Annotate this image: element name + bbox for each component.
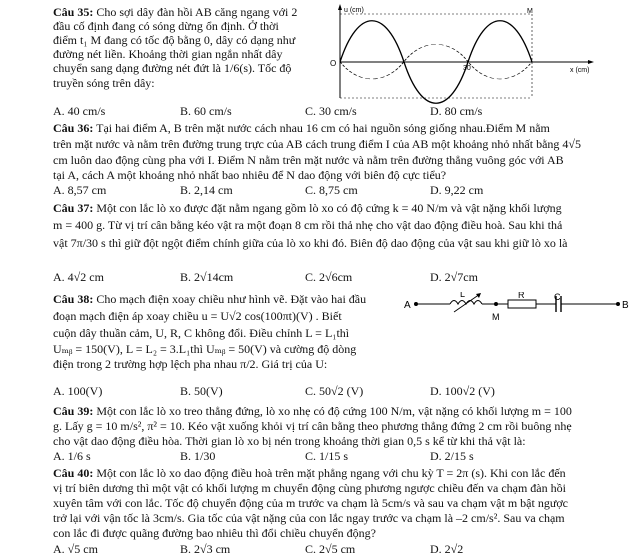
q40-option-b[interactable]: B. 2√3 cm xyxy=(180,542,231,556)
q39-line-2: g. Lấy g = 10 m/s², π² = 10. Kéo vật xuống khỏi vị trí cân bằng theo phương thẳng đứng 2 cm rồi buông nhẹ xyxy=(53,419,572,433)
solid-wave-clip xyxy=(340,21,404,62)
q39-line-3: cho vật dao động điều hòa. Thời gian lò xo bị nén trong khoảng thời gian 0,5 s kể từ khi thả vật là: xyxy=(53,434,526,448)
graph-ylabel: u (cm) xyxy=(344,7,364,14)
q38-line-4: Uₘᵦ = 150(V), L = L₂ = 3.L₁thì Uₘᵦ = 50(V) và cường độ dòng xyxy=(53,342,357,356)
circuit-label-c: C xyxy=(554,292,561,302)
q39-option-c[interactable]: C. 1/15 s xyxy=(305,449,349,463)
q35-option-b[interactable]: B. 60 cm/s xyxy=(180,104,232,118)
graph-origin: O xyxy=(330,59,337,68)
circuit-label-b: B xyxy=(622,300,629,311)
q37-option-c[interactable]: C. 2√6cm xyxy=(305,270,353,284)
q35-text-1: Cho sợi dây đàn hồi AB căng ngang với 2 xyxy=(96,5,298,19)
q35-line-2: đầu cố định đang có sóng dừng ổn định. Ở thời xyxy=(53,19,279,33)
q39-line-1 xyxy=(53,404,572,418)
q38-line-2: đoạn mạch điện áp xoay chiều u = U√2 cos(100πt)(V) . Biết xyxy=(53,309,342,323)
graph-xlabel: x (cm) xyxy=(570,67,590,74)
q38-line-1 xyxy=(53,292,366,306)
q39-option-a[interactable]: A. 1/6 s xyxy=(53,449,91,463)
q36-option-d[interactable]: D. 9,22 cm xyxy=(430,183,484,197)
q36-line-1 xyxy=(53,121,550,135)
graph-point-m: M xyxy=(527,8,533,15)
q37-option-d[interactable]: D. 2√7cm xyxy=(430,270,478,284)
q36-option-b[interactable]: B. 2,14 cm xyxy=(180,183,233,197)
circuit-diagram xyxy=(404,292,636,326)
q40-line-2: vị trí biên dương thì một vật có khối lượng m chuyển động cùng phương ngược chiều đến va chạm đàn hồi xyxy=(53,481,566,495)
q37-text-1: Một con lắc lò xo được đặt nằm ngang gồm lò xo có độ cứng k = 40 N/m và vật nặng khối lượng xyxy=(96,201,562,215)
q37-line-3: vật 7π/30 s thì giữ đột ngột điểm chính giữa của lò xo khi đó. Biên độ dao động của vật sau khi giữ lò xo là xyxy=(53,236,568,250)
q36-option-a[interactable]: A. 8,57 cm xyxy=(53,183,107,197)
circuit-label-m: M xyxy=(492,312,500,322)
q37-option-a[interactable]: A. 4√2 cm xyxy=(53,270,104,284)
q38-text-1: Cho mạch điện xoay chiều như hình vẽ. Đặt vào hai đầu xyxy=(96,292,367,306)
circuit-label-l: L xyxy=(460,292,466,299)
q37-line-1 xyxy=(53,201,562,215)
q36-line-3: cm luôn dao động cùng pha với I. Điểm N nằm trên mặt nước và nằm trên đường thẳng vuông góc với AB xyxy=(53,153,564,167)
circuit-label-r: R xyxy=(518,292,525,300)
q40-line-4: trở lại với vận tốc là 3cm/s. Gia tốc của vật nặng của con lắc ngay trước va chạm là –2 cm/s². Sau va chạm xyxy=(53,511,565,525)
q39-text-1: Một con lắc lò xo treo thẳng đứng, lò xo nhẹ có độ cứng 100 N/m, vật nặng có khối lượng m = 100 xyxy=(96,404,572,418)
q36-line-2: trên mặt nước và nằm trên đường trung trực của AB cách trung điểm I của AB một khoảng nhỏ nhất bằng 4√5 xyxy=(53,137,581,151)
q40-line-1 xyxy=(53,466,566,480)
q35-option-d[interactable]: D. 80 cm/s xyxy=(430,104,483,118)
q40-line-5: con lắc đi được quãng đường bao nhiêu thì đổi chiều chuyển động? xyxy=(53,526,376,540)
q37-option-b[interactable]: B. 2√14cm xyxy=(180,270,234,284)
q35-option-c[interactable]: C. 30 cm/s xyxy=(305,104,357,118)
q36-line-4: tại A, cách A một khoảng nhỏ nhất bao nhiêu để N dao động với biên độ cực tiểu? xyxy=(53,168,447,182)
q38-line-5: điện trong 2 trường hợp lệch pha nhau π/2. Giá trị của U: xyxy=(53,357,328,371)
q40-option-c[interactable]: C. 2√5 cm xyxy=(305,542,356,556)
q40-line-3: xuyên tâm với con lắc. Tốc độ chuyển động của m trước va chạm là 5cm/s và sau va chạm vật m bật ngược xyxy=(53,496,568,510)
q36-number: Câu 36: xyxy=(53,121,94,135)
q39-option-b[interactable]: B. 1/30 xyxy=(180,449,216,463)
q40-option-d[interactable]: D. 2√2 xyxy=(430,542,464,556)
q38-option-d[interactable]: D. 100√2 (V) xyxy=(430,384,495,398)
q35-number: Câu 35: xyxy=(53,5,94,19)
q36-text-1: Tại hai điểm A, B trên mặt nước cách nhau 16 cm có hai nguồn sóng giống nhau.Điểm M nằm xyxy=(96,121,550,135)
q39-option-d[interactable]: D. 2/15 s xyxy=(430,449,474,463)
q38-option-c[interactable]: C. 50√2 (V) xyxy=(305,384,364,398)
q39-number: Câu 39: xyxy=(53,404,94,418)
q38-option-a[interactable]: A. 100(V) xyxy=(53,384,103,398)
q35-line-6: truyền sóng trên dây: xyxy=(53,76,155,90)
q40-text-1: Một con lắc lò xo dao động điều hoà trên mặt phẳng ngang với chu kỳ T = 2π (s). Khi con lắc đến xyxy=(96,466,566,480)
standing-wave-graph xyxy=(330,2,606,106)
q38-number: Câu 38: xyxy=(53,292,94,306)
q38-line-3: cuộn dây thuần cảm, U, R, C không đổi. Điều chỉnh L = L₁thì xyxy=(53,326,350,340)
q35-line-1 xyxy=(53,5,297,19)
graph-tick: 30 xyxy=(463,65,471,72)
q35-line-5: chuyển sang dạng đường nét đứt là 1/6(s). Tốc độ xyxy=(53,61,292,75)
q35-line-4: đường nét liền. Khoảng thời gian ngắn nhất dây xyxy=(53,47,283,61)
q37-line-2: m = 400 g. Từ vị trí cân bằng kéo vật ra một đoạn 8 cm rồi thả nhẹ cho vật dao động điều hoà. Sau khi thả xyxy=(53,218,563,232)
q37-number: Câu 37: xyxy=(53,201,94,215)
q40-option-a[interactable]: A. √5 cm xyxy=(53,542,98,556)
q35-line-3: điểm t₁ M đang có tốc độ bằng 0, dây có dạng như xyxy=(53,33,296,47)
q40-number: Câu 40: xyxy=(53,466,94,480)
q36-option-c[interactable]: C. 8,75 cm xyxy=(305,183,358,197)
q38-option-b[interactable]: B. 50(V) xyxy=(180,384,223,398)
q35-option-a[interactable]: A. 40 cm/s xyxy=(53,104,106,118)
circuit-label-a: A xyxy=(404,300,411,311)
